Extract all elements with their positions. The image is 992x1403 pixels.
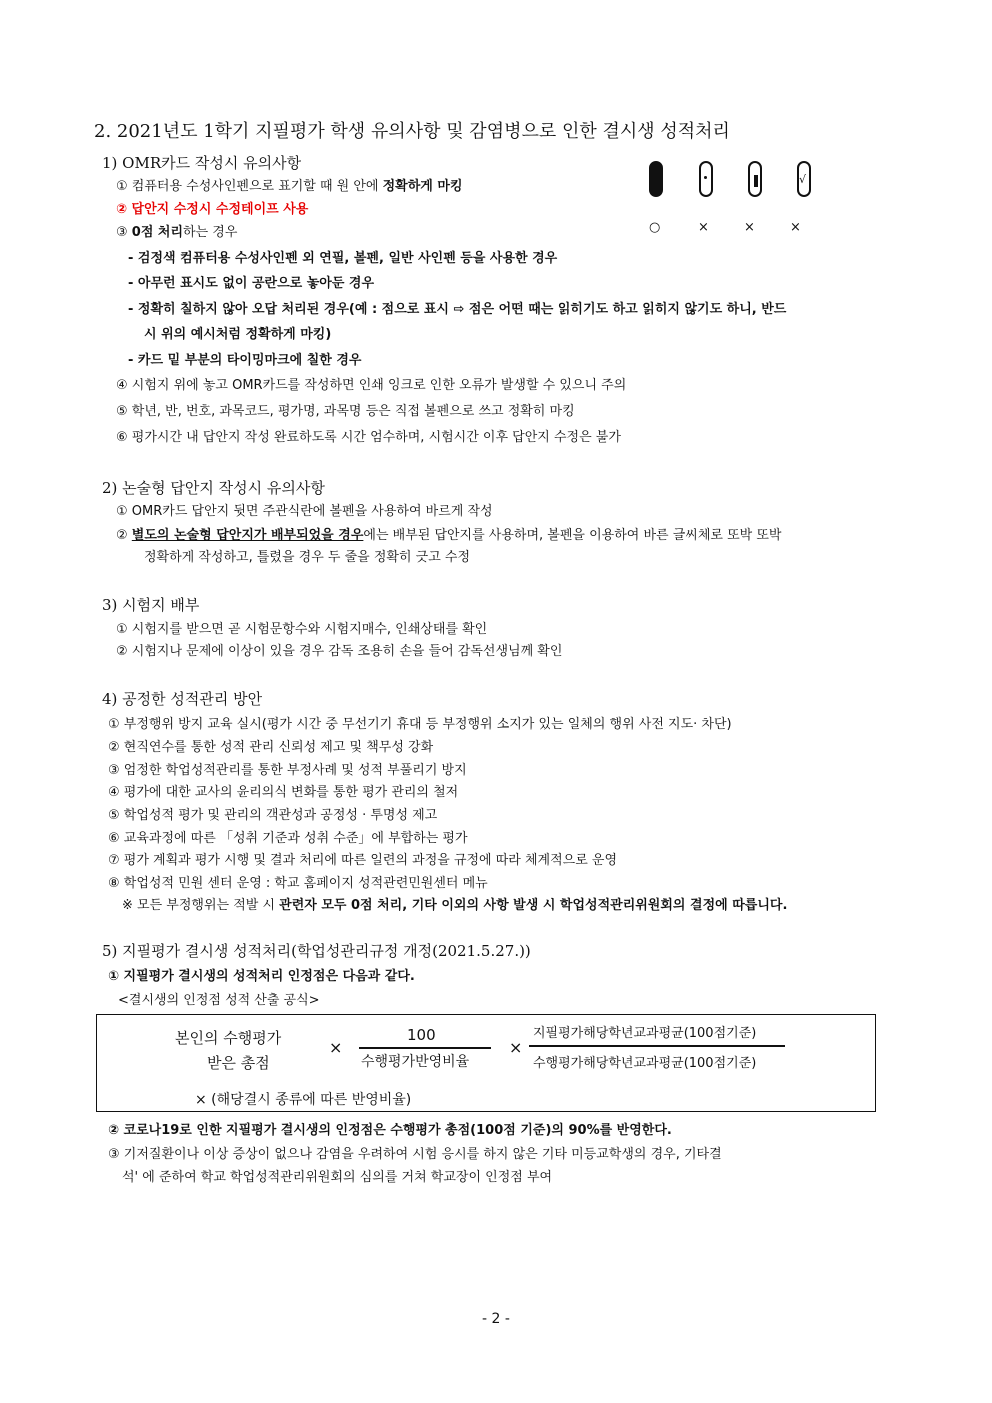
s1-dash-3b: 시 위의 예시처럼 정확하게 마킹)	[144, 327, 332, 342]
s4-item-7: ⑦ 평가 계획과 평가 시행 및 결과 처리에 따른 일련의 과정을 규정에 따라 체계적으로 운영	[108, 853, 618, 868]
formula-box	[96, 1014, 876, 1112]
s4-note	[122, 894, 787, 913]
s2-item-2-prefix: ②	[116, 528, 132, 543]
document-title: 2. 2021년도 1학기 지필평가 학생 유의사항 및 감염병으로 인한 결시생 성적처리	[94, 121, 730, 142]
s1-item-3-emphasis: 0점 처리	[131, 225, 184, 240]
s4-item-1: ① 부정행위 방지 교육 실시(평가 시간 중 무선기기 휴대 등 부정행위 소지가 있는 일체의 행위 사전 지도· 차단)	[108, 717, 732, 732]
fraction-bar-1	[359, 1047, 491, 1049]
s2-item-2	[116, 524, 781, 543]
s5-item-1: ① 지필평가 결시생의 성적처리 인정점은 다음과 같다.	[108, 969, 415, 984]
s1-dash-2: - 아무런 표시도 없이 공란으로 놓아둔 경우	[128, 276, 375, 291]
omr-mark-wrong-1: ×	[698, 220, 709, 235]
omr-mark-wrong-3: ×	[790, 220, 801, 235]
omr-filled-example-icon	[649, 161, 663, 197]
s3-item-1: ① 시험지를 받으면 곧 시험문항수와 시험지매수, 인쇄상태를 확인	[116, 622, 488, 637]
omr-dot-example-icon	[699, 161, 713, 197]
s1-dash-3a: - 정확히 칠하지 않아 오답 처리된 경우(예 : 점으로 표시 ⇨ 점은 어떤 때는 읽히기도 하고 읽히지 않기도 하니, 반드	[128, 302, 787, 317]
s5-item-3a: ③ 기저질환이나 이상 증상이 없으나 감염을 우려하여 시험 응시를 하지 않은 기타 미등교학생의 경우, 기타결	[108, 1147, 722, 1162]
formula-left-bottom: 받은 총점	[207, 1054, 270, 1072]
s1-dash-4: - 카드 밑 부분의 타이밍마크에 칠한 경우	[128, 353, 362, 368]
formula-times-2: ×	[509, 1038, 523, 1057]
s1-item-5: ⑤ 학년, 반, 번호, 과목코드, 평가명, 과목명 등은 직접 볼펜으로 쓰고 정확히 마킹	[116, 404, 575, 419]
s4-item-3: ③ 엄정한 학업성적관리를 통한 부정사례 및 성적 부풀리기 방지	[108, 763, 467, 778]
s4-note-emphasis: 관련자 모두 0점 처리, 기타 이외의 사항 발생 시 학업성적관리위원회의 결정에 따릅니다.	[279, 898, 788, 913]
fraction-bar-2	[529, 1045, 785, 1047]
s1-item-1-text: ① 컴퓨터용 수성사인펜으로 표기할 때 원 안에	[116, 179, 383, 194]
s1-item-1	[116, 175, 463, 194]
formula-numerator-2: 지필평가해당학년교과평균(100점기준)	[533, 1026, 757, 1041]
s1-item-3-suffix: 하는 경우	[183, 225, 238, 240]
s2-item-2-continued: 정확하게 작성하고, 틀렸을 경우 두 줄을 정확히 긋고 수정	[144, 550, 471, 565]
s5-item-3b: 석' 에 준하여 학교 학업성적관리위원회의 심의를 거쳐 학교장이 인정점 부여	[122, 1170, 553, 1185]
formula-tail: × (해당결시 종류에 따른 반영비율)	[195, 1092, 412, 1108]
formula-numerator-1: 100	[407, 1026, 436, 1044]
s1-item-1-emphasis: 정확하게 마킹	[382, 179, 463, 194]
section-1-heading: 1) OMR카드 작성시 유의사항	[102, 154, 302, 172]
omr-mark-wrong-2: ×	[744, 220, 755, 235]
s1-item-3-prefix: ③	[116, 225, 132, 240]
s1-dash-1: - 검정색 컴퓨터용 수성사인펜 외 연필, 볼펜, 일반 사인펜 등을 사용한 경우	[128, 251, 558, 266]
formula-caption: <결시생의 인정점 성적 산출 공식>	[118, 993, 320, 1008]
formula-left-top: 본인의 수행평가	[175, 1029, 282, 1047]
s5-item-2: ② 코로나19로 인한 지필평가 결시생의 인정점은 수행평가 총점(100점 기준)의 90%를 반영한다.	[108, 1123, 672, 1138]
s2-item-1: ① OMR카드 답안지 뒷면 주관식란에 볼펜을 사용하여 바르게 작성	[116, 504, 493, 519]
formula-times-1: ×	[329, 1038, 343, 1057]
omr-partial-example-icon	[748, 161, 762, 197]
s1-item-2: ② 답안지 수정시 수정테이프 사용	[116, 202, 309, 217]
section-5-heading: 5) 지필평가 결시생 성적처리(학업성관리규정 개정(2021.5.27.))	[102, 942, 531, 960]
section-3-heading: 3) 시험지 배부	[102, 596, 200, 614]
section-4-heading: 4) 공정한 성적관리 방안	[102, 690, 263, 708]
s4-item-6: ⑥ 교육과정에 따른 「성취 기준과 성취 수준」에 부합하는 평가	[108, 831, 468, 846]
omr-check-example-icon: √	[797, 161, 811, 197]
s2-item-2-suffix: 에는 배부된 답안지를 사용하며, 볼펜을 이용하여 바른 글씨체로 또박 또박	[363, 528, 782, 543]
s4-note-prefix: ※ 모든 부정행위는 적발 시	[122, 898, 280, 913]
omr-mark-correct: ○	[649, 220, 661, 235]
s1-item-6: ⑥ 평가시간 내 답안지 작성 완료하도록 시간 엄수하며, 시험시간 이후 답안지 수정은 불가	[116, 430, 621, 445]
s4-item-5: ⑤ 학업성적 평가 및 관리의 객관성과 공정성 · 투명성 제고	[108, 808, 438, 823]
section-2-heading: 2) 논술형 답안지 작성시 유의사항	[102, 479, 325, 497]
s1-item-4: ④ 시험지 위에 놓고 OMR카드를 작성하면 인쇄 잉크로 인한 오류가 발생할 수 있으니 주의	[116, 378, 627, 393]
s4-item-2: ② 현직연수를 통한 성적 관리 신뢰성 제고 및 책무성 강화	[108, 740, 434, 755]
formula-denominator-2: 수행평가해당학년교과평균(100점기준)	[533, 1056, 757, 1071]
s4-item-4: ④ 평가에 대한 교사의 윤리의식 변화를 통한 평가 관리의 철저	[108, 785, 459, 800]
page-number: - 2 -	[482, 1311, 510, 1327]
s2-item-2-emphasis: 별도의 논술형 답안지가 배부되었을 경우	[131, 528, 364, 543]
s1-item-3	[116, 221, 237, 240]
formula-denominator-1: 수행평가반영비율	[361, 1054, 470, 1070]
s3-item-2: ② 시험지나 문제에 이상이 있을 경우 감독 조용히 손을 들어 감독선생님께 확인	[116, 644, 563, 659]
s4-item-8: ⑧ 학업성적 민원 센터 운영 : 학교 홈페이지 성적관련민원센터 메뉴	[108, 876, 488, 891]
